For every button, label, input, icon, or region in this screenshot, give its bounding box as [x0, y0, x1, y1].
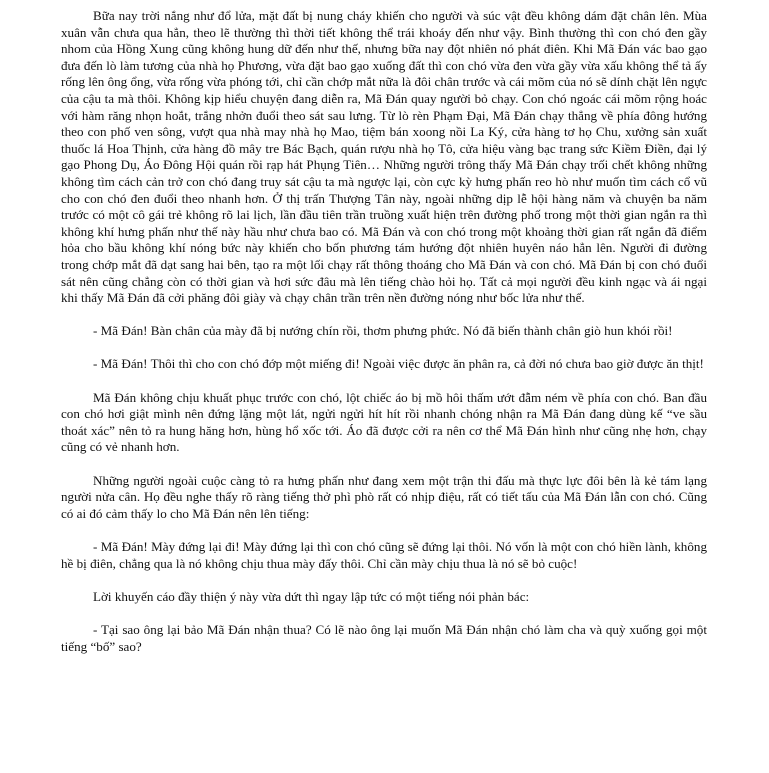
- paragraph-dialogue-feet: - Mã Đán! Bàn chân của mày đã bị nướng chín rồi, thơm phưng phức. Nó đã biến thành chân giò hun khói rồi!: [93, 323, 673, 339]
- paragraph-dialogue-bite: - Mã Đán! Thôi thì cho con chó đớp một miếng đi! Ngoài việc được ăn phân ra, cả đời nó chưa bao giờ được ăn thịt!: [93, 356, 704, 372]
- paragraph-dialogue-retort: - Tại sao ông lại bảo Mã Đán nhận thua? Có lẽ nào ông lại muốn Mã Đán nhận chó làm cha và quỳ xuống gọi một tiếng “bố” sao?: [61, 621, 707, 654]
- paragraph-dialogue-stop: - Mã Đán! Mày đứng lại đi! Mày đứng lại thì con chó cũng sẽ đứng lại thôi. Nó vốn là một con chó hiền lành, không hề bị điên, chẳng qua là nó không chịu thua mày đấy thôi. Chỉ cần mày chịu thua là nó sẽ bỏ cuộc!: [61, 539, 707, 571]
- paragraph-narrative-shirt: Mã Đán không chịu khuất phục trước con chó, lột chiếc áo bị mồ hôi thấm ướt đẫm ném về phía con chó. Ban đầu con chó hơi giật mình nên đứng lặng một lát, ngửi ngửi hít hít rồi nhanh chóng nhận ra Mã Đán đang dùng kế “ve sầu thoát xác” nên tỏ ra hung hăng hơn, hùng hổ xốc tới. Áo đã được cởi ra nên cơ thể Mã Đán hình như cũng nhẹ hơn, chạy cũng có vẻ nhanh hơn.: [61, 389, 707, 455]
- document-page: [61, 8, 707, 655]
- paragraph-narrative-onlookers: Những người ngoài cuộc càng tỏ ra hưng phấn như đang xem một trận thi đấu mà thực lực đôi bên là kẻ tám lạng người nửa cân. Họ đều nghe thấy rõ ràng tiếng thở phì phò rất có nhịp điệu, rất có tiết tấu của Mã Đán lẫn con chó. Cũng có ai đó cảm thấy lo cho Mã Đán nên lên tiếng:: [61, 472, 707, 521]
- paragraph-narrative-advice: Lời khuyến cáo đầy thiện ý này vừa dứt thì ngay lập tức có một tiếng nói phản bác:: [93, 588, 530, 604]
- paragraph-narrative-chase: Bữa nay trời nắng như đổ lửa, mặt đất bị nung cháy khiến cho người và súc vật đều không dám đặt chân lên. Mùa xuân vẫn chưa qua hẳn, theo lẽ thường thì thời tiết không thể trái khoáy đến như vậy. Bình thường thì con chó đen gầy nhom của Hồng Xung cũng không hung dữ đến như thế, nhưng bữa nay đột nhiên nó phát điên. Khi Mã Đán vác bao gạo đưa đến lò làm tương của nhà họ Phương, vừa đặt bao gạo xuống đất thì con chó vừa đen vừa gầy vừa xấu không thể tả ấy rống lên ông ổng, vừa rống vừa phóng tới, chỉ cần chớp mắt nữa là đôi chân trước và cái mõm của nó sẽ dính chặt lên ngực của cậu ta mà thôi. Không kịp hiểu chuyện đang diễn ra, Mã Đán quay người bỏ chạy. Con chó ngoác cái mõm rộng hoác với hàm răng nhọn hoắt, trắng nhởn đuổi theo sát sau lưng. Từ lò rèn Phạm Đại, Mã Đán chạy thẳng về phía đông hướng theo con phố ven sông, vượt qua nhà may nhà họ Mao, tiệm bán xoong nồi La Ký, cửa hàng tơ họ Chu, xưởng sản xuất thuốc lá Hoa Thịnh, cửa hàng đồ mây tre Bác Bạch, quán rượu nhà họ Tô, cửa hiệu vàng bạc trang sức Kiềm Điền, đại lý gạo Phong Dụ, Áo Đông Hội quán rồi rạp hát Phụng Tiên… Những người trông thấy Mã Đán chạy trối chết không những không tìm cách cản trở con chó đang truy sát cậu ta mà ngược lại, còn cực kỳ hưng phấn reo hò như muốn tìm cách cổ vũ cho con chó đen đuổi theo nhanh hơn. Ở thị trấn Thượng Tân này, ngoài những dịp lễ hội hàng năm và chuyện ba năm trước có một cô gái trẻ không rõ lai lịch, lần đầu tiên trần truồng xuất hiện trên đường phố trong một thời gian ngắn ra thì không khí hưng phấn như thế này hầu như chưa bao có. Mã Đán và con chó trong một khoảng thời gian rất ngắn đã điểm hỏa cho bầu không khí nóng bức này khiến cho bốn phương tám hướng đột nhiên huyên náo hẳn lên. Người đi đường trong chớp mắt đã dạt sang hai bên, tạo ra một lối chạy rất thông thoáng cho Mã Đán và con chó. Mã Đán bị con chó đuổi sát nên cũng chẳng còn có thời gian và hơi sức đâu mà lên tiếng chào hỏi họ. Tất cả mọi người đều kinh ngạc và ái ngại khi thấy Mã Đán đã cởi phăng đôi giày và chạy chân trần trên nền đường nóng như bốc lửa như thế.: [61, 8, 707, 306]
